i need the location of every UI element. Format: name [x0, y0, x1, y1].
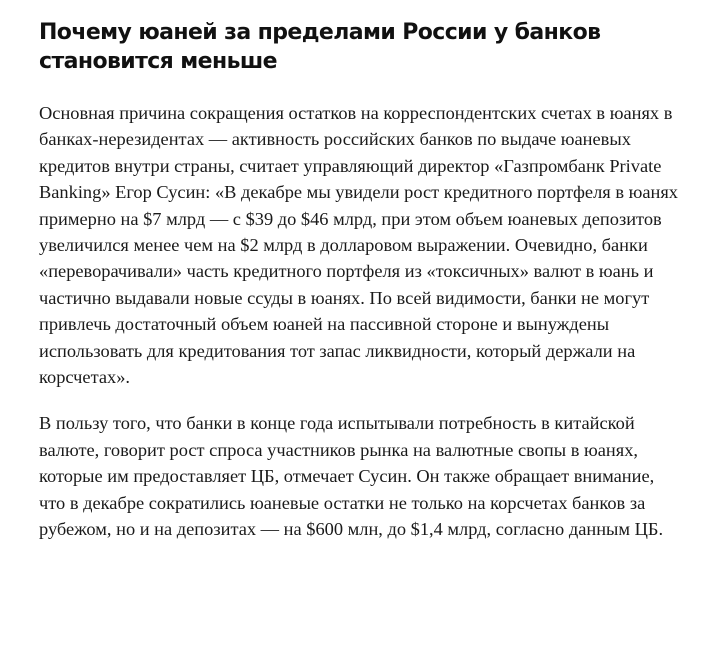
article-paragraph-1: Основная причина сокращения остатков на корреспондентских счетах в юанях в банках-нерезидентах — активность российских банков по выдаче юаневых кредитов внутри страны, считает управляющий директор «Газпромбанк Private Banking» Егор Сусин: «В декабре мы увидели рост кредитного портфеля в юанях примерно на $7 млрд — с $39 до $46 млрд, при этом объем юаневых депозитов увеличился менее чем на $2 млрд в долларовом выражении. Очевидно, банки «переворачивали» часть кредитного портфеля из «токсичных» валют в юань и частично выдавали новые ссуды в юанях. По всей видимости, банки не могут привлечь достаточный объем юаней на пассивной стороне и вынуждены использовать для кредитования тот запас ликвидности, который держали на корсчетах». — [39, 103, 679, 388]
article-title: Почему юаней за пределами России у банков становится меньше — [39, 20, 601, 74]
article-paragraph-2: В пользу того, что банки в конце года испытывали потребность в китайской валюте, говорит рост спроса участников рынка на валютные свопы в юанях, которые им предоставляет ЦБ, отмечает Сусин. Он также обращает внимание, что в декабре сократились юаневые остатки не только на корсчетах банков за рубежом, но и на депозитах — на $600 млн, до $1,4 млрд, согласно данным ЦБ. — [39, 413, 664, 540]
news-article — [39, 18, 679, 543]
